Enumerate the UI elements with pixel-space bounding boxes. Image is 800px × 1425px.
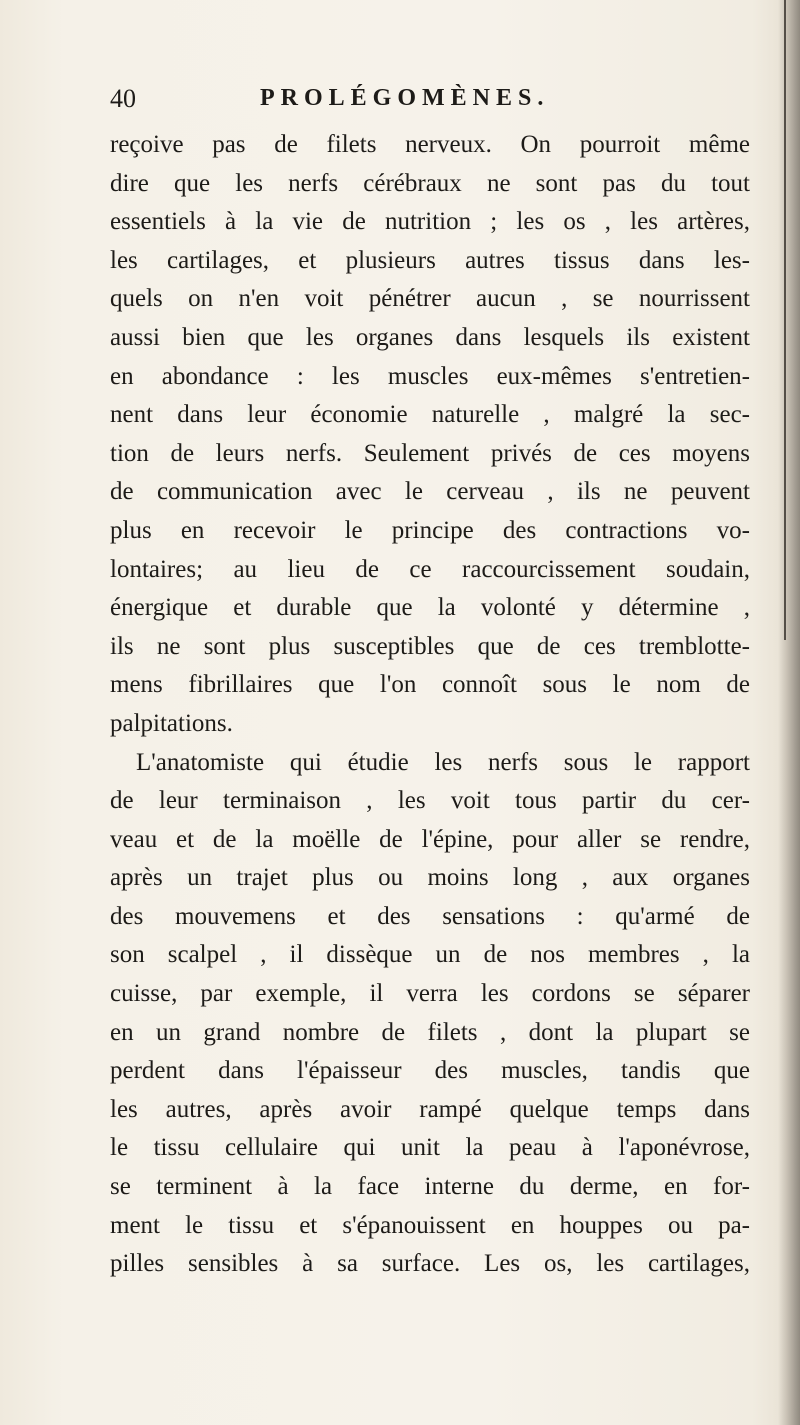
- text-line: après un trajet plus ou moins long , aux organes: [110, 864, 750, 892]
- text-line: reçoive pas de filets nerveux. On pourroit même: [110, 131, 750, 158]
- text-line: énergique et durable que la volonté y détermine ,: [110, 594, 750, 622]
- page-gutter-shadow: [778, 0, 800, 1425]
- text-line: des mouvemens et des sensations : qu'armé de: [110, 902, 750, 930]
- text-line: mens fibrillaires que l'on connoît sous le nom de: [110, 671, 750, 699]
- text-line: ment le tissu et s'épanouissent en houppes ou pa-: [110, 1211, 750, 1239]
- page-header: [110, 84, 750, 120]
- text-line: aussi bien que les organes dans lesquels ils existent: [110, 323, 750, 351]
- text-line: les autres, après avoir rampé quelque temps dans: [110, 1095, 750, 1123]
- text-line: palpitations.: [110, 709, 233, 737]
- text-line: se terminent à la face interne du derme, en for-: [110, 1173, 750, 1201]
- text-line: pilles sensibles à sa surface. Les os, les cartilages,: [110, 1250, 750, 1278]
- text-line: en abondance : les muscles eux-mêmes s'entretien-: [110, 362, 750, 390]
- page-edge-line: [784, 0, 786, 640]
- text-line: le tissu cellulaire qui unit la peau à l'aponévrose,: [110, 1134, 750, 1162]
- text-line: son scalpel , il dissèque un de nos membres , la: [110, 941, 750, 969]
- text-line: de leur terminaison , les voit tous partir du cer-: [110, 787, 750, 815]
- text-line: tion de leurs nerfs. Seulement privés de ces moyens: [110, 439, 750, 467]
- text-line: de communication avec le cerveau , ils ne peuvent: [110, 478, 750, 506]
- text-line: lontaires; au lieu de ce raccourcissement soudain,: [110, 555, 750, 583]
- text-line: perdent dans l'épaisseur des muscles, tandis que: [110, 1057, 750, 1085]
- text-line: quels on n'en voit pénétrer aucun , se nourrissent: [110, 285, 750, 313]
- text-line: en un grand nombre de filets , dont la plupart se: [110, 1018, 750, 1046]
- running-head: PROLÉGOMÈNES.: [260, 85, 550, 111]
- page-number: 40: [110, 84, 136, 113]
- text-line: nent dans leur économie naturelle , malgré la sec-: [110, 401, 750, 429]
- text-line: ils ne sont plus susceptibles que de ces tremblotte-: [110, 632, 750, 660]
- text-line: les cartilages, et plusieurs autres tissus dans les-: [110, 246, 750, 274]
- text-line: veau et de la moëlle de l'épine, pour aller se rendre,: [110, 825, 750, 853]
- text-line: cuisse, par exemple, il verra les cordons se séparer: [110, 980, 750, 1008]
- text-line: dire que les nerfs cérébraux ne sont pas du tout: [110, 169, 750, 197]
- text-line: L'anatomiste qui étudie les nerfs sous le rapport: [136, 748, 750, 776]
- body-text: [110, 126, 750, 1284]
- text-line: essentiels à la vie de nutrition ; les os , les artères,: [110, 208, 750, 236]
- text-line: plus en recevoir le principe des contractions vo-: [110, 516, 750, 544]
